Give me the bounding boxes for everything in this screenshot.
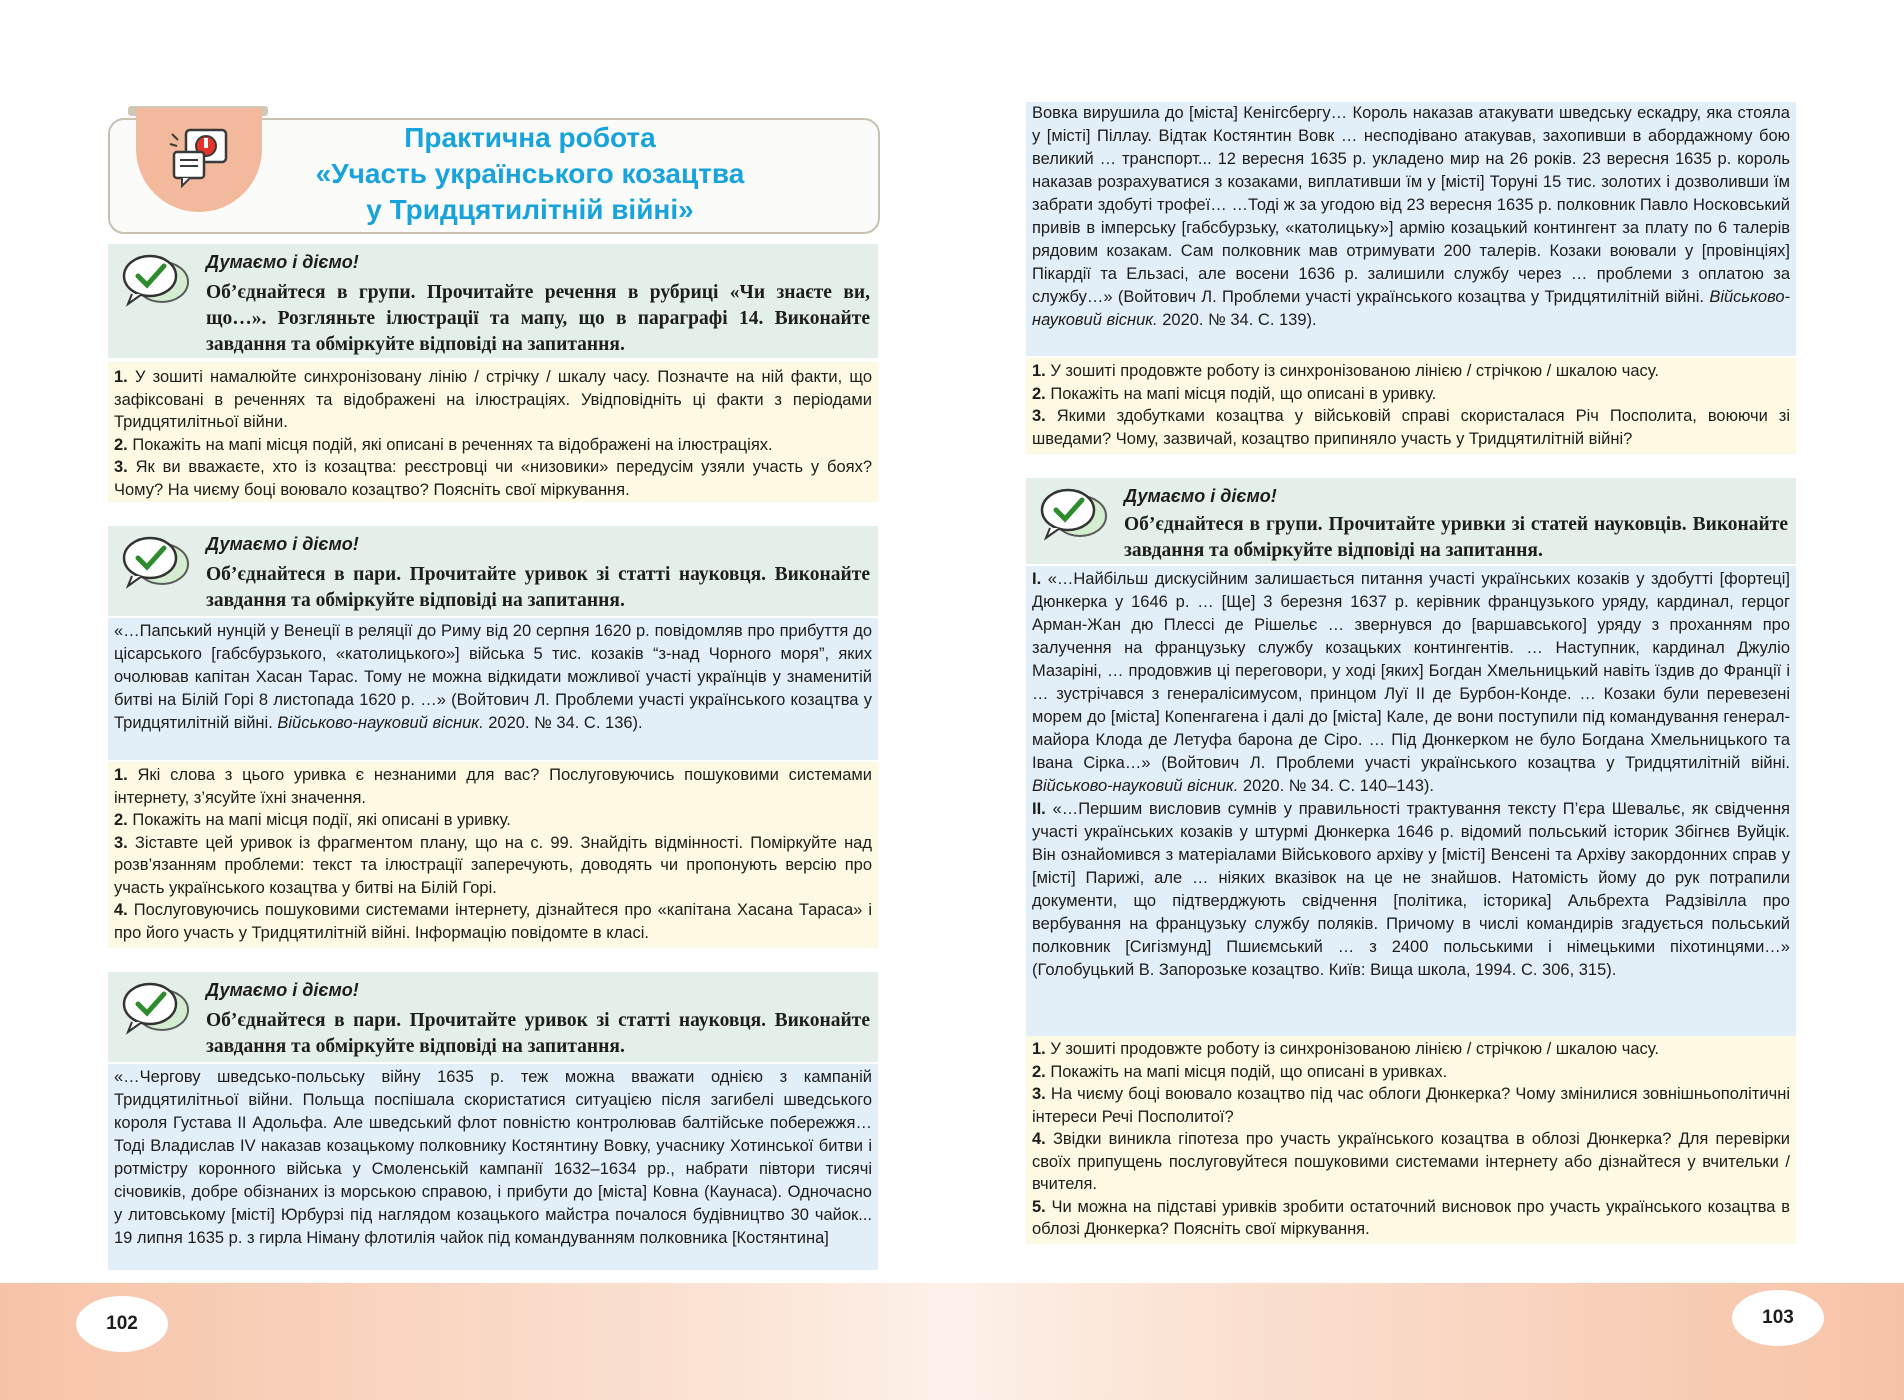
question-item: 3. Як ви вважаєте, хто із козацтва: реєстровці чи «низовики» передусім узяли участь у боях? Чому? На чиєму боці воювало козацтво? Поясніть свої міркування. <box>114 458 872 499</box>
excerpt <box>1026 566 1796 1036</box>
question-item: 1. У зошиті продовжте роботу із синхронізованою лінією / стрічкою / шкалою часу. <box>1032 1040 1659 1058</box>
question-item: 1. У зошиті намалюйте синхронізовану лінію / стрічку / шкалу часу. Позначте на ній факти, що зафіксовані в реченнях та відображені на ілюстраціях. Увідповідніть ці факти з періодами Тридцятилітньої війни. <box>114 368 872 431</box>
question-item: 2. Покажіть на мапі місця подій, що описані в уривку. <box>1032 384 1437 403</box>
think-act-instruction: Об’єднайтеся в пари. Прочитайте уривок зі статті науковця. Виконайте завдання та обміркуйте відповіді на запитання. <box>206 1010 870 1057</box>
think-act-header <box>108 972 878 1062</box>
check-bubble-icon <box>118 534 190 590</box>
excerpt: «…Папський нунцій у Венеції в реляції до Риму від 20 серпня 1620 р. повідомляв про прибуття до цісарського [габсбурзького, «католицького»] війська 5 тис. козаків “з-над Чорного моря”, яких очолював капітан Хасан Тарас. Тому не можна відкидати можливої участі українців у знаменитій битві на Білій Горі 8 листопада 1620 р. …» (Войтович Л. Проблеми участі українського козацтва у Тридцятилітній війні. Військово-науковий вісник. 2020. № 34. С. 136). <box>108 618 878 760</box>
think-act-header <box>1026 478 1796 564</box>
excerpt-continuation: Вовка вирушила до [міста] Кенігсбергу… Король наказав атакувати шведську ескадру, яка стояла у [місті] Піллау. Відтак Костянтин Вовк … несподівано атакував, захопивши в абордажному бою великий … транспорт... 12 вересня 1635 р. укладено мир на 26 років. 23 вересня 1635 р. король наказав розрахуватися з козаками, виплативши їм у [місті] Торуні 15 тис. золотих і дозволивши їм забрати здобуті трофеї… …Тоді ж за угодою від 23 вересня 1635 р. полковник Павло Носковський привів в імперську [габсбурзьку, «католицьку»] армію козацький контингент за плату по 6 талерів рядовим козакам. Сам полковник мав отримувати 200 талерів. Козаки воювали у [провінціях] Пікардії та Ельзасі, але восени 1636 р. залишили службу через … проблеми з оплатою за службу…» (Войтович Л. Проблеми участі українського козацтва у Тридцятилітній війні. Військово-науковий вісник. 2020. № 34. С. 139). <box>1026 102 1796 356</box>
question-item: 4. Послуговуючись пошуковими системами інтернету, дізнайтеся про «капітана Хасана Тараса» і про його участь у Тридцятилітній війні. Інформацію повідомте в класі. <box>114 901 872 942</box>
question-item: 4. Звідки виникла гіпотеза про участь українського козацтва в облозі Дюнкерка? Для перевірки своїх припущень послуговуйтеся пошуковими системами інтернету або дізнайтеся у вчительки / вчителя. <box>1032 1130 1790 1193</box>
questions-list <box>1026 358 1796 454</box>
think-act-instruction: Об’єднайтеся в групи. Прочитайте речення в рубриці «Чи знаєте ви, що…». Розгляньте ілюстрації та мапу, що в параграфі 14. Виконайте завдання та обміркуйте відповіді на запитання. <box>206 282 870 355</box>
check-bubble-icon <box>1036 486 1108 542</box>
title-line-1: Практична робота <box>404 122 656 153</box>
think-act-heading: Думаємо і діємо! <box>206 534 359 554</box>
check-bubble-icon <box>118 252 190 308</box>
think-act-instruction: Об’єднайтеся в пари. Прочитайте уривок зі статті науковця. Виконайте завдання та обміркуйте відповіді на запитання. <box>206 564 870 611</box>
question-item: 3. Зіставте цей уривок із фрагментом плану, що на с. 99. Знайдіть відмінності. Поміркуйте над розв’язанням проблеми: текст та ілюстрації заперечують, доводять чи пропонують версію про участь українського козацтва у битві на Білій Горі. <box>114 833 872 897</box>
title-line-3: у Тридцятилітній війні» <box>366 194 694 225</box>
question-item: 5. Чи можна на підставі уривків зробити остаточний висновок про участь українського козацтва в облозі Дюнкерка? Поясніть свої міркування. <box>1032 1197 1790 1238</box>
questions-list <box>108 362 878 502</box>
question-item: 2. Покажіть на мапі місця подій, що описані в уривках. <box>1032 1062 1448 1081</box>
think-act-heading: Думаємо і діємо! <box>1124 486 1277 506</box>
page-number-right: 103 <box>1732 1290 1824 1346</box>
page-title <box>280 120 780 228</box>
footer-band <box>0 1283 1904 1400</box>
think-act-header <box>108 526 878 616</box>
question-item: 3. Якими здобутками козацтва у військовій справі скористалася Річ Посполита, воюючи зі шведами? Чому, зазвичай, козацтво припиняло участь у Тридцятилітній війні? <box>1032 407 1790 448</box>
excerpt-part-2: ІІ. «…Першим висловив сумнів у правильності трактування тексту П’єра Шевальє, як свідчення участі українських козаків у штурмі Дюнкерка 1646 р. відомий польський історик Збігнєв Вуйцік. Він ознайомився з матеріалами Військового архіву у [місті] Венсені та Архіву закордонних справ у [місті] Парижі, але … ніяких вказівок на це не знайшов. Натомість йому до рук потрапили документи, що підтверджують свідчення [політика, історика] Альбрехта Радзівілла про вербування на французьку службу поляків. Причому в числі командирів згадується польський полковник [Сигізмунд] Пшиємський … з 2400 польськими і німецькими піхотинцями…» (Голобуцький В. Запорозьке козацтво. Київ: Вища школа, 1994. С. 306, 315). <box>1032 800 1790 979</box>
question-item: 1. У зошиті продовжте роботу із синхронізованою лінією / стрічкою / шкалою часу. <box>1032 362 1659 380</box>
think-act-heading: Думаємо і діємо! <box>206 980 359 1000</box>
think-act-heading: Думаємо і діємо! <box>206 252 359 272</box>
think-act-instruction: Об’єднайтеся в групи. Прочитайте уривки зі статей науковців. Виконайте завдання та обміркуйте відповіді на запитання. <box>1124 514 1788 561</box>
questions-list <box>108 762 878 948</box>
question-item: 2. Покажіть на мапі місця подій, які описані в реченнях та відображені на ілюстраціях. <box>114 435 773 454</box>
question-item: 3. На чиєму боці воювало козацтво під час облоги Дюнкерка? Чому змінилися зовнішньополітичні інтереси Речі Посполитої? <box>1032 1085 1790 1126</box>
think-act-header <box>108 244 878 358</box>
excerpt: «…Чергову шведсько-польську війну 1635 р. теж можна вважати однією з кампаній Тридцятилітньої війни. Польща поспішала скористатися ситуацією після загибелі шведського короля Густава ІІ Адольфа. Але шведський флот повністю контролював балтійське побережжя… Тоді Владислав IV наказав козацькому полковнику Костянтину Вовку, учаснику Хотинської битви і ротмістру коронного війська у Смоленській кампанії 1632–1634 рр., набрати півтори тисячі січовиків, добре обізнаних із морською справою, і прибути до [міста] Ковна (Каунаса). Одночасно у литовському [місті] Юрбурзі під наглядом козацького майстра почалося будівництво 30 чайок... 19 липня 1635 р. з гирла Німану флотилія чайок під командуванням полковника [Костянтина] <box>108 1064 878 1270</box>
title-line-2: «Участь українського козацтва <box>315 158 745 189</box>
question-item: 1. Які слова з цього уривка є незнаними для вас? Послуговуючись пошуковими системами інтернету, з’ясуйте їхні значення. <box>114 766 872 807</box>
question-item: 2. Покажіть на мапі місця події, які описані в уривку. <box>114 811 511 829</box>
practical-work-icon <box>168 126 240 192</box>
excerpt-part-1: І. «…Найбільш дискусійним залишається питання участі українських козаків у здобутті [фортеці] Дюнкерка у 1646 р. … [Ще] 3 березня 1637 р. керівник французького уряду, кардинал, герцог Арман-Жан дю Плессі де Рішельє … звернувся до [варшавського] уряду з проханням про залучення на французьку службу козацьких контингентів. … Наступник, кардинал Джуліо Мазаріні, … продовжив ці переговори, у ході [яких] Богдан Хмельницький навіть їздив до Франції і … зустрічався з генералісимусом, принцом Луї ІІ де Бурбон-Конде. … Козаки були перевезені морем до [міста] Копенгагена і далі до [міста] Кале, де вони поступили під командування генерал-майора Клода де Летуфа барона де Сіро. … Під Дюнкерком не було Богдана Хмельницького та Івана Сірка…» (Войтович Л. Проблеми участі українського козацтва у Тридцятилітній війні. Військово-науковий вісник. 2020. № 34. С. 140–143). <box>1032 570 1790 795</box>
page-number-left: 102 <box>76 1296 168 1352</box>
questions-list <box>1026 1036 1796 1244</box>
check-bubble-icon <box>118 980 190 1036</box>
